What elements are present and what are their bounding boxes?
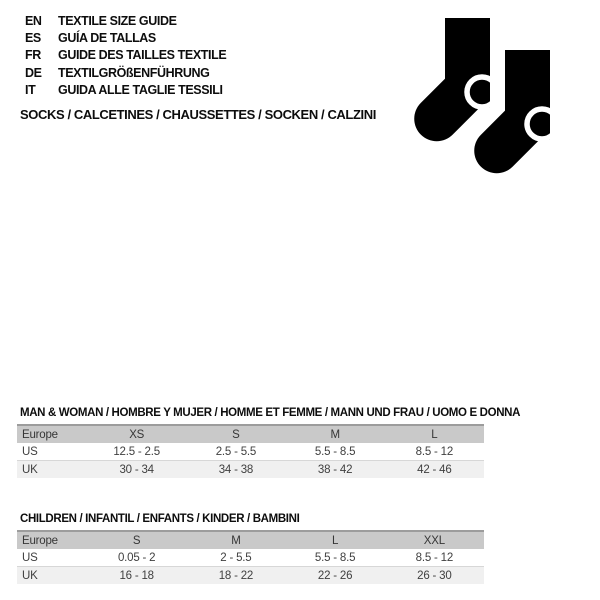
column-header-size: M	[286, 425, 385, 443]
table-row-us	[17, 549, 484, 567]
category-title: SOCKS / CALCETINES / CHAUSSETTES / SOCKEN / CALZINI	[20, 107, 376, 122]
children-size-section	[17, 513, 484, 584]
size-value: 8.5 - 12	[385, 549, 484, 567]
language-label: TEXTILGRÖßENFÜHRUNG	[58, 65, 210, 80]
size-value: 5.5 - 8.5	[286, 549, 385, 567]
language-row-it	[25, 82, 226, 99]
size-value: 26 - 30	[385, 567, 484, 585]
language-label: TEXTILE SIZE GUIDE	[58, 14, 177, 28]
language-code: DE	[25, 65, 42, 80]
table-row-uk	[17, 461, 484, 479]
language-label: GUÍA DE TALLAS	[58, 31, 156, 46]
table-header-row	[17, 425, 484, 443]
size-value: 2.5 - 5.5	[186, 443, 285, 461]
language-row-es	[25, 30, 226, 47]
adult-size-table	[17, 424, 484, 478]
children-table-title: CHILDREN / INFANTIL / ENFANTS / KINDER / BAMBINI	[20, 513, 300, 525]
language-label: GUIDA ALLE TAGLIE TESSILI	[58, 82, 223, 97]
size-value: 38 - 42	[286, 461, 385, 479]
column-header-size: S	[186, 425, 285, 443]
column-header-size: L	[286, 531, 385, 549]
size-value: 30 - 34	[87, 461, 186, 479]
size-value: 22 - 26	[286, 567, 385, 585]
column-header-size: M	[186, 531, 285, 549]
column-header-region: Europe	[17, 425, 87, 443]
language-label: GUIDE DES TAILLES TEXTILE	[58, 48, 227, 63]
language-row-en	[25, 13, 226, 30]
size-value: 0.05 - 2	[87, 549, 186, 567]
size-value: 12.5 - 2.5	[87, 443, 186, 461]
table-row-uk	[17, 567, 484, 585]
size-value: 16 - 18	[87, 567, 186, 585]
language-code: IT	[25, 82, 36, 97]
size-value: 34 - 38	[186, 461, 285, 479]
size-value: 2 - 5.5	[186, 549, 285, 567]
size-value: 18 - 22	[186, 567, 285, 585]
size-value: 42 - 46	[385, 461, 484, 479]
language-code: EN	[25, 14, 42, 28]
children-size-table	[17, 530, 484, 584]
row-label: US	[17, 443, 87, 461]
language-code: FR	[25, 48, 41, 63]
language-row-fr	[25, 47, 226, 64]
row-label: UK	[17, 461, 87, 479]
language-code: ES	[25, 31, 41, 46]
row-label: UK	[17, 567, 87, 585]
size-value: 5.5 - 8.5	[286, 443, 385, 461]
row-label: US	[17, 549, 87, 567]
size-value: 8.5 - 12	[385, 443, 484, 461]
column-header-size: L	[385, 425, 484, 443]
language-title-list	[25, 13, 226, 99]
language-row-de	[25, 65, 226, 82]
column-header-size: XXL	[385, 531, 484, 549]
socks-icon	[410, 14, 560, 182]
table-row-us	[17, 443, 484, 461]
adult-table-title: MAN & WOMAN / HOMBRE Y MUJER / HOMME ET FEMME / MANN UND FRAU / UOMO E DONNA	[20, 407, 521, 419]
column-header-size: S	[87, 531, 186, 549]
table-header-row	[17, 531, 484, 549]
adult-size-section	[17, 407, 521, 478]
column-header-region: Europe	[17, 531, 87, 549]
column-header-size: XS	[87, 425, 186, 443]
